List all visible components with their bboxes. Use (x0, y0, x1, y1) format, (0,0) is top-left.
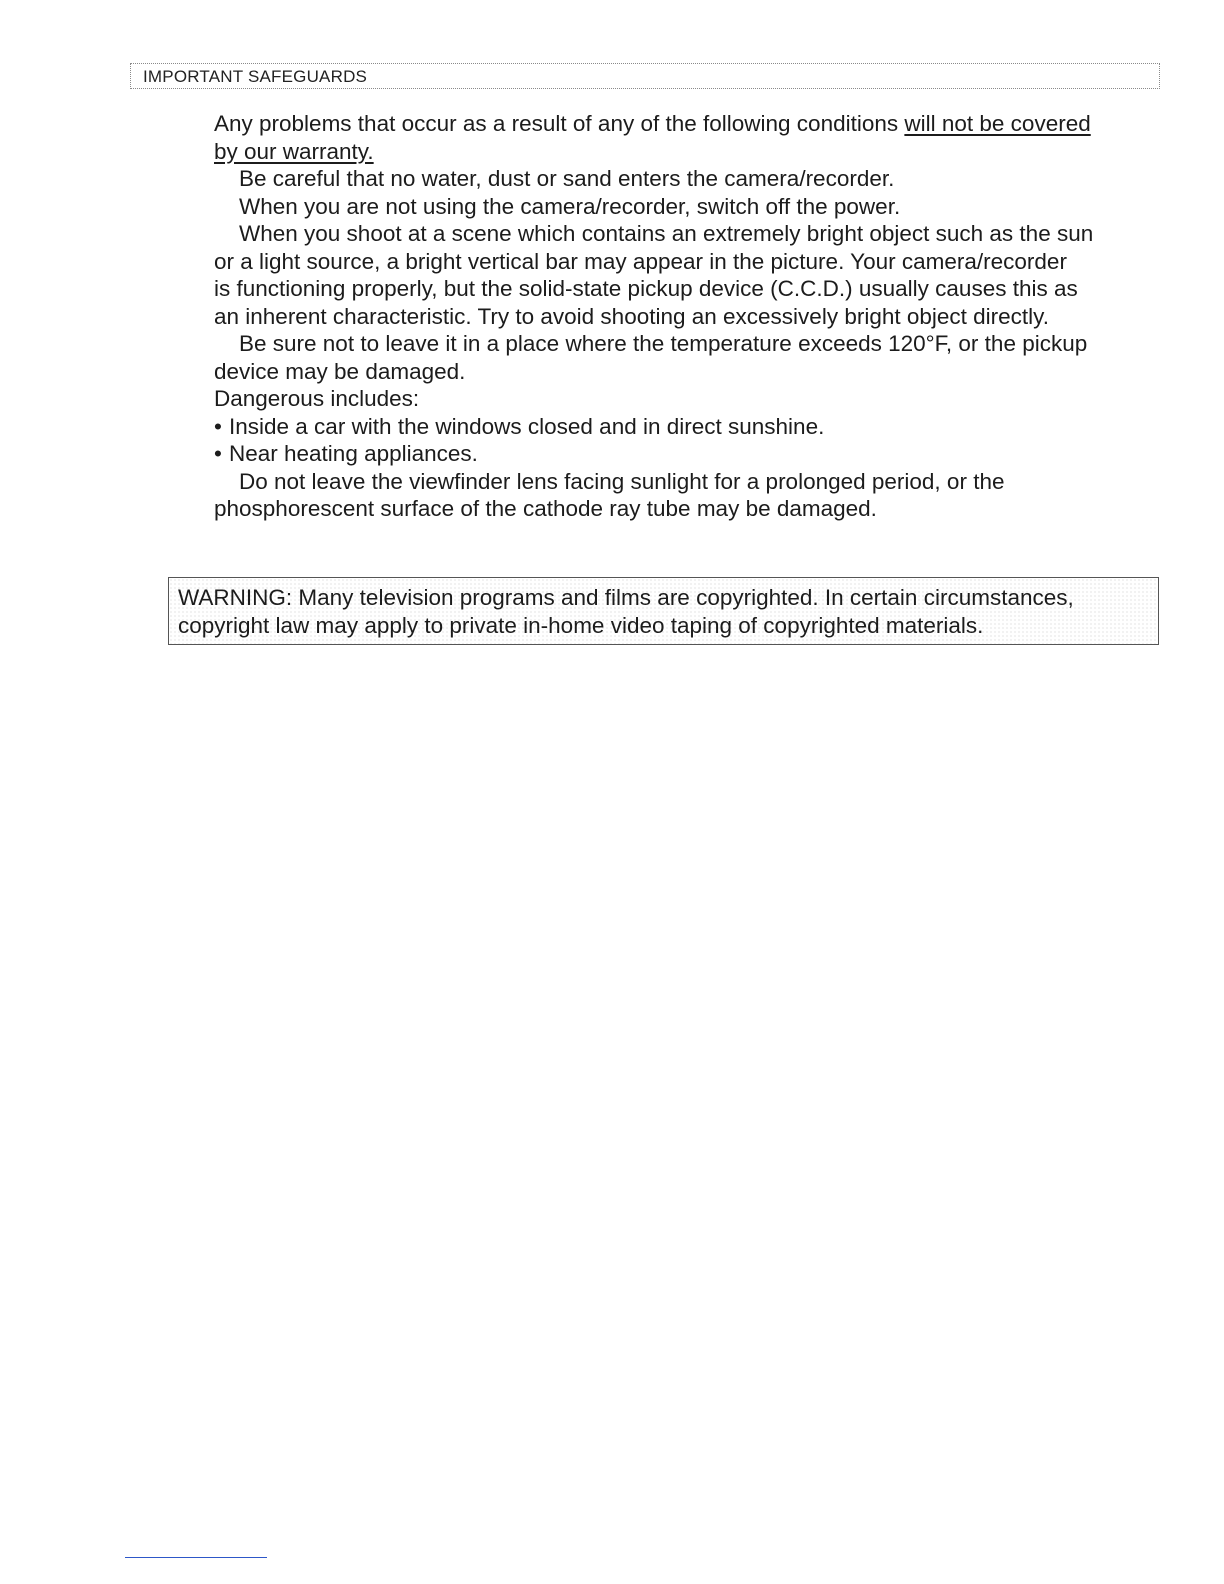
bright-object-paragraph (214, 220, 1164, 330)
list-item (214, 413, 1164, 441)
bullet-text-heating: Near heating appliances. (229, 441, 478, 466)
warning-line-2: copyright law may apply to private in-home video taping of copyrighted materials. (178, 613, 984, 638)
power-paragraph: When you are not using the camera/recorder, switch off the power. (239, 193, 901, 219)
bright-line-4: an inherent characteristic. Try to avoid shooting an excessively bright object directly. (214, 303, 1049, 329)
copyright-warning-box (168, 577, 1159, 645)
list-item (214, 440, 1164, 468)
water-dust-paragraph: Be careful that no water, dust or sand enters the camera/recorder. (239, 166, 895, 191)
safeguards-body (214, 110, 1164, 523)
temperature-line-1: Be sure not to leave it in a place where the temperature exceeds 120°F, or the pickup (239, 331, 1088, 356)
warranty-intro (214, 110, 1164, 165)
bullet-icon: • (214, 413, 222, 439)
viewfinder-line-1: Do not leave the viewfinder lens facing sunlight for a prolonged period, or the (239, 468, 1005, 494)
bullet-text-car: Inside a car with the windows closed and in direct sunshine. (229, 413, 825, 439)
viewfinder-paragraph (214, 468, 1164, 523)
bright-line-1: When you shoot at a scene which contains an extremely bright object such as the sun (239, 221, 1094, 246)
bright-line-3: is functioning properly, but the solid-state pickup device (C.C.D.) usually causes this as (214, 276, 1078, 301)
warranty-disclaimer-part2: by our warranty. (214, 138, 374, 164)
footnote-divider (125, 1557, 267, 1558)
bullet-icon: • (214, 441, 222, 466)
warranty-disclaimer-part1: will not be covered (904, 111, 1091, 136)
section-header (130, 63, 1160, 89)
bright-line-2: or a light source, a bright vertical bar may appear in the picture. Your camera/recorder (214, 248, 1067, 274)
warranty-intro-text: Any problems that occur as a result of any of the following conditions (214, 111, 905, 136)
dangerous-label: Dangerous includes: (214, 386, 420, 411)
section-title: IMPORTANT SAFEGUARDS (143, 67, 368, 86)
temperature-paragraph (214, 330, 1164, 385)
viewfinder-line-2: phosphorescent surface of the cathode ray tube may be damaged. (214, 496, 877, 521)
temperature-line-2: device may be damaged. (214, 358, 466, 384)
warning-line-1: WARNING: Many television programs and films are copyrighted. In certain circumstances, (178, 585, 1074, 610)
